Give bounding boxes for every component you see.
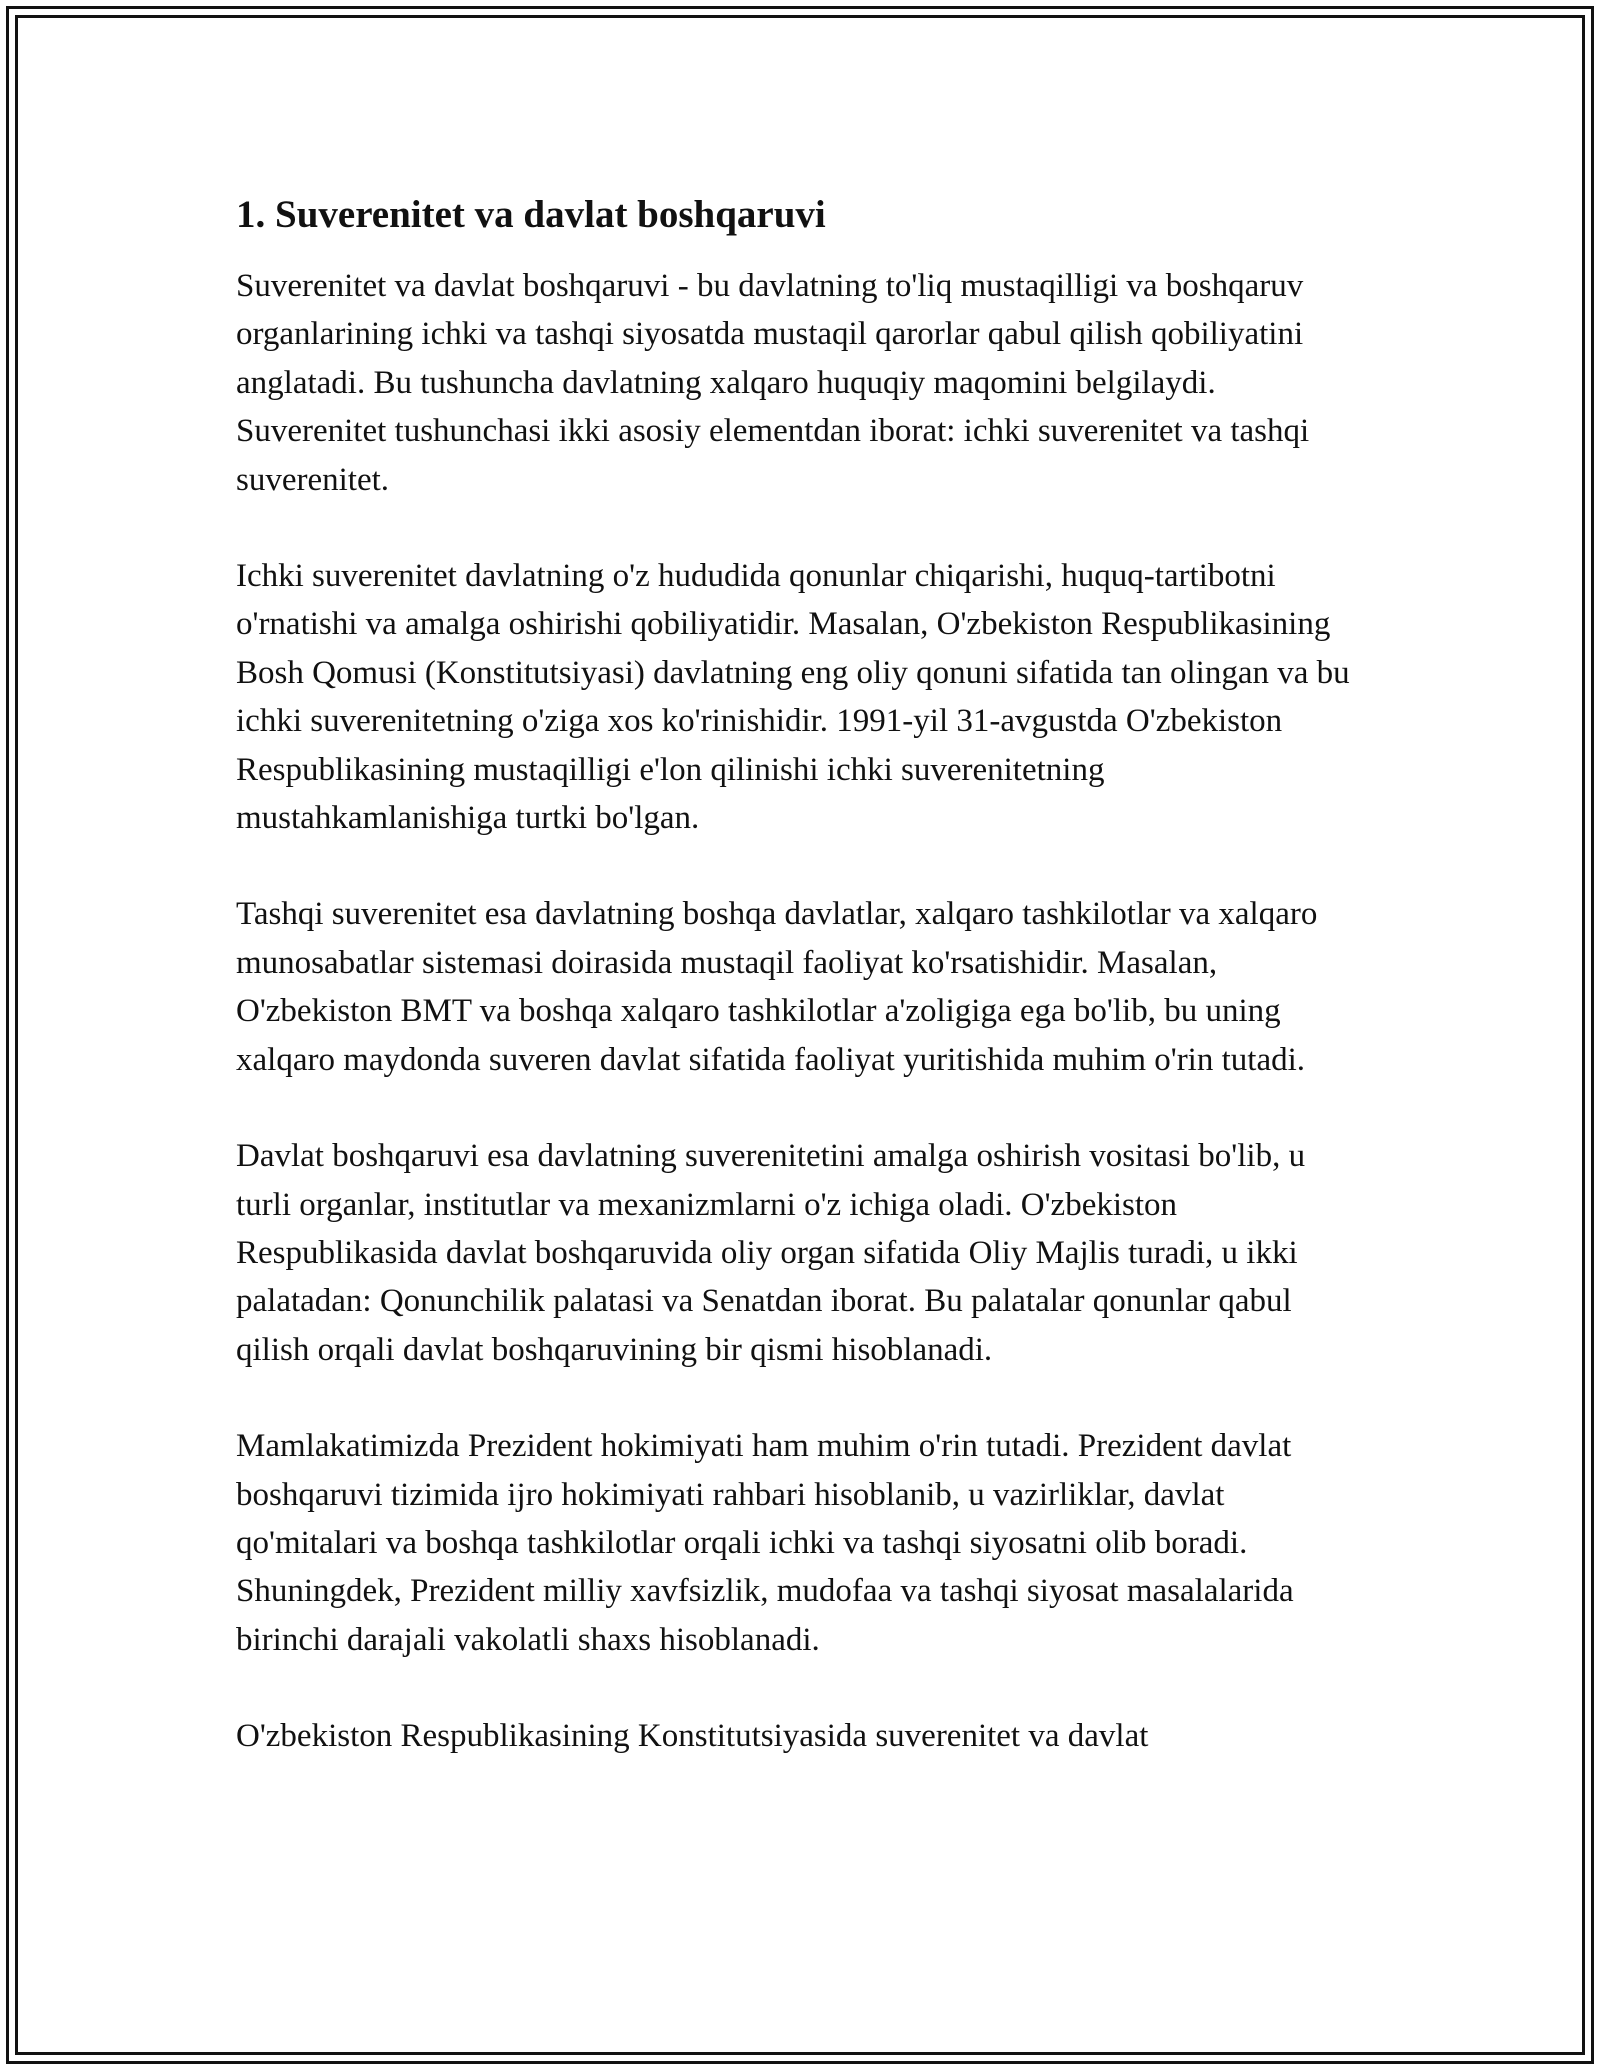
paragraph-internal-sovereignty: Ichki suverenitet davlatning o'z hududida qonunlar chiqarishi, huquq-tartibotni o'rnatishi va amalga oshirishi qobiliyatidir. Masalan, O'zbekiston Respublikasining Bosh Qomusi (Konstitutsiyasi) davlatning eng oliy qonuni sifatida tan olingan va bu ichki suverenitetning o'ziga xos ko'rinishidir. 1991-yil 31-avgustda O'zbekiston Respublikasining mustaqilligi e'lon qilinishi ichki suverenitetning mustahkamlanishiga turtki bo'lgan. — [236, 558, 1350, 837]
paragraph-president: Mamlakatimizda Prezident hokimiyati ham muhim o'rin tutadi. Prezident davlat boshqaruvi tizimida ijro hokimiyati rahbari hisoblanib, u vazirliklar, davlat qo'mitalari va boshqa tashkilotlar orqali ichki va tashqi siyosatni olib boradi. Shuningdek, Prezident milliy xavfsizlik, mudofaa va tashqi siyosat masalalarida birinchi darajali vakolatli shaxs hisoblanadi. — [236, 1428, 1294, 1658]
section-heading: 1. Suverenitet va davlat boshqaruvi — [236, 193, 826, 236]
paragraph-state-governance: Davlat boshqaruvi esa davlatning suverenitetini amalga oshirish vositasi bo'lib, u turli organlar, institutlar va mexanizmlarni o'z ichiga oladi. O'zbekiston Respublikasida davlat boshqaruvida oliy organ sifatida Oliy Majlis turadi, u ikki palatadan: Qonunchilik palatasi va Senatdan iborat. Bu palatalar qonunlar qabul qilish orqali davlat boshqaruvining bir qismi hisoblanadi. — [236, 1138, 1306, 1368]
paragraph-external-sovereignty: Tashqi suverenitet esa davlatning boshqa davlatlar, xalqaro tashkilotlar va xalqaro munosabatlar sistemasi doirasida mustaqil faoliyat ko'rsatishidir. Masalan, O'zbekiston BMT va boshqa xalqaro tashkilotlar a'zoligiga ega bo'lib, bu uning xalqaro maydonda suveren davlat sifatida faoliyat yuritishida muhim o'rin tutadi. — [236, 896, 1318, 1078]
paragraph-definition: Suverenitet va davlat boshqaruvi - bu davlatning to'liq mustaqilligi va boshqaruv organlarining ichki va tashqi siyosatda mustaqil qarorlar qabul qilish qobiliyatini anglatadi. Bu tushuncha davlatning xalqaro huquqiy maqomini belgilaydi. Suverenitet tushunchasi ikki asosiy elementdan iborat: ichki suverenitet va tashqi suverenitet. — [236, 268, 1310, 498]
paragraph-constitution: O'zbekiston Respublikasining Konstitutsiyasida suverenitet va davlat — [236, 1718, 1149, 1755]
document-body — [236, 188, 1366, 1809]
